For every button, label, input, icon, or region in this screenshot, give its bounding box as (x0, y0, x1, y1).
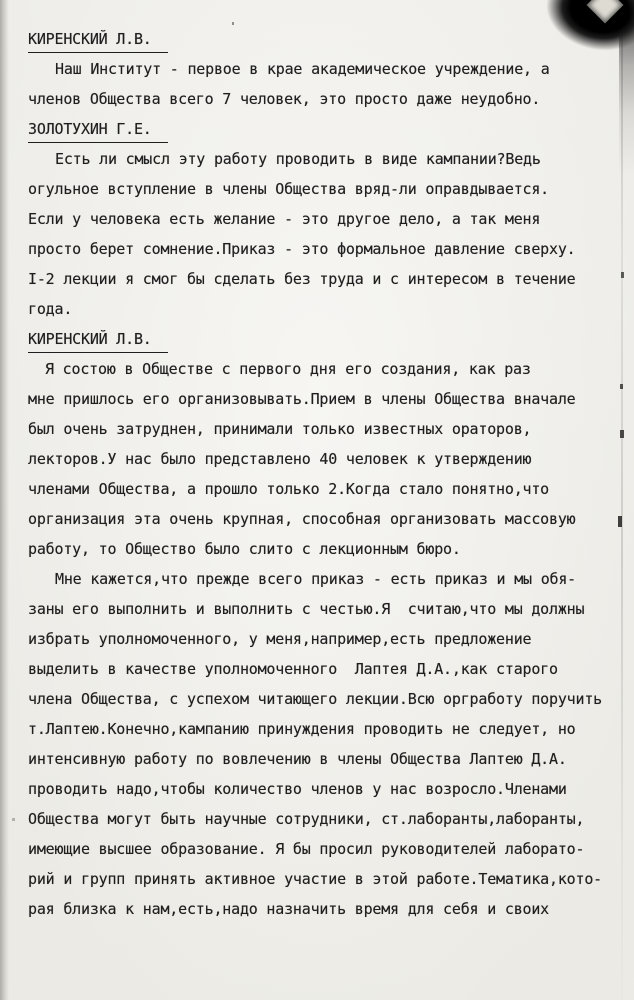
text-line: избрать уполномоченного, у меня,например,есть предложение (28, 630, 532, 648)
text-line: организация эта очень крупная, способная организовать массовую (28, 510, 576, 528)
text-line: Я состою в Обществе с первого дня его создания, как раз (45, 360, 531, 378)
text-line: просто берет сомнение.Приказ - это формальное давление сверху. (28, 240, 576, 258)
text-line: интенсивную работу по вовлечению в члены Общества Лаптею Д.А. (28, 750, 567, 768)
speaker-heading (28, 324, 624, 354)
text-line: Если у человека есть желание - это другое дело, а так меня (28, 210, 541, 228)
scan-speck (620, 430, 624, 438)
text-line: выделить в качестве уполномоченного Лаптея Д.А.,как старого (28, 660, 558, 678)
scan-left-edge (0, 0, 9, 1000)
speaker-name: КИРЕНСКИЙ Л.В. (28, 326, 168, 353)
scan-speck (618, 516, 622, 527)
text-line: членами Общества, а прошло только 2.Когда стало понятно,что (28, 480, 550, 498)
speaker-name: ЗОЛОТУХИН Г.Е. (28, 116, 168, 143)
text-line: Общества могут быть научные сотрудники, ст.лаборанты,лаборанты, (28, 810, 585, 828)
text-line: мне пришлось его организовывать.Прием в члены Общества вначале (28, 390, 576, 408)
text-line: проводить надо,чтобы количество членов у нас возросло.Членами (28, 780, 567, 798)
scan-speck (232, 22, 234, 25)
text-line: работу, то Общество было слито с лекционным бюро. (28, 540, 461, 558)
text-line: огульное вступление в члены Общества вряд-ли оправдывается. (28, 180, 550, 198)
scan-speck (620, 384, 623, 389)
text-line: члена Общества, с успехом читающего лекции.Всю оргработу поручить (28, 690, 602, 708)
text-line: Мне кажется,что прежде всего приказ - есть приказ и мы обя- (55, 570, 577, 588)
speaker-heading (28, 24, 624, 54)
text-line: имеющие высшее образование. Я бы просил руководителей лаборато- (28, 840, 585, 858)
scan-speck (621, 272, 624, 278)
speaker-name: КИРЕНСКИЙ Л.В. (28, 26, 168, 53)
text-line: был очень затруднен, принимали только известных ораторов, (28, 420, 532, 438)
text-line: заны его выполнить и выполнить с честью.Я считаю,что мы должны (28, 600, 585, 618)
speaker-heading (28, 114, 624, 144)
text-line: рая близка к нам,есть,надо назначить время для себя и своих (28, 900, 550, 918)
text-line: лекторов.У нас было представлено 40 человек к утверждению (28, 450, 532, 468)
text-line: Есть ли смысл эту работу проводить в виде кампании?Ведь (55, 150, 541, 168)
text-line: рий и групп принять активное участие в этой работе.Тематика,кото- (28, 870, 602, 888)
text-line: т.Лаптею.Конечно,кампанию принуждения проводить не следует, но (28, 720, 576, 738)
text-line: членов Общества всего 7 человек, это просто даже неудобно. (28, 90, 541, 108)
document-text (28, 24, 624, 924)
scan-speck (12, 818, 15, 821)
text-line: года. (28, 300, 73, 318)
text-line: Наш Институт - первое в крае академическое учреждение, а (55, 60, 550, 78)
text-line: I-2 лекции я смог бы сделать без труда и с интересом в течение (28, 270, 576, 288)
